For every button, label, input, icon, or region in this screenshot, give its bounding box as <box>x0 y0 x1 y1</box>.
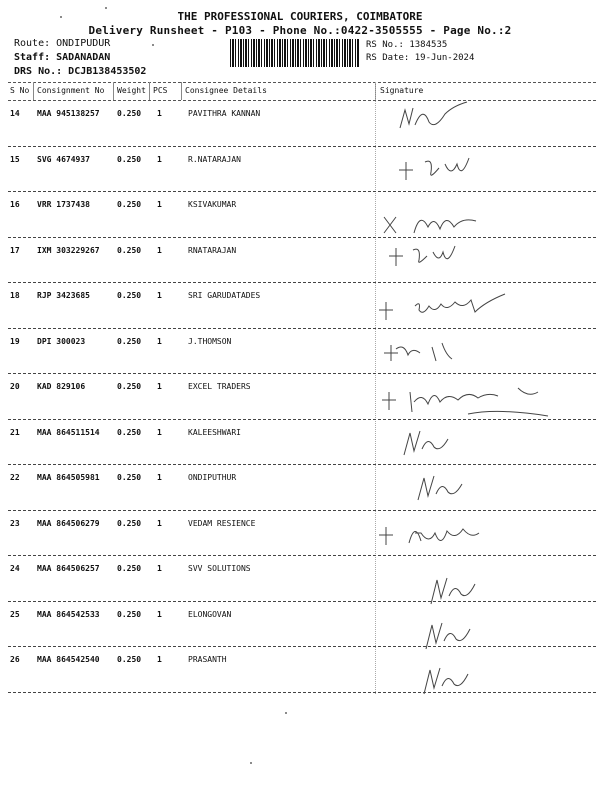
cell-pcs: 1 <box>157 427 162 437</box>
cell-weight: 0.250 <box>117 109 142 118</box>
cell-weight: 0.250 <box>117 336 142 346</box>
cell-sno: 26 <box>10 655 20 664</box>
signature-mark <box>378 378 568 423</box>
signature-mark <box>385 240 485 270</box>
cell-weight: 0.250 <box>117 245 142 255</box>
cell-consignee: VEDAM RESIENCE <box>188 518 256 528</box>
cell-consignee: SRI GARUDATADES <box>188 291 261 300</box>
cell-consignee: RNATARAJAN <box>188 245 237 255</box>
row-divider <box>8 237 596 238</box>
col-divider <box>113 82 114 100</box>
cell-pcs: 1 <box>157 609 162 619</box>
cell-sno: 22 <box>10 473 20 482</box>
row-divider <box>8 646 596 647</box>
cell-consignee: R.NATARAJAN <box>188 154 241 164</box>
cell-weight: 0.250 <box>117 154 142 164</box>
staff-label: Staff: SADANADAN <box>14 52 111 63</box>
row-divider <box>8 692 596 693</box>
cell-pcs: 1 <box>157 200 162 209</box>
signature-mark <box>375 288 515 323</box>
signature-mark <box>380 205 490 240</box>
scan-speck <box>105 7 107 9</box>
cell-consignment: IXM 303229267 <box>37 245 100 255</box>
col-header-pcs: PCS <box>153 86 168 95</box>
cell-consignment: MAA 864511514 <box>37 427 100 437</box>
cell-consignee: ONDIPUTHUR <box>188 473 237 482</box>
cell-consignee: J.THOMSON <box>188 336 232 346</box>
cell-consignment: MAA 945138257 <box>37 109 100 118</box>
cell-weight: 0.250 <box>117 518 142 528</box>
cell-sno: 23 <box>10 518 20 528</box>
cell-pcs: 1 <box>157 564 162 573</box>
cell-sno: 15 <box>10 154 20 164</box>
signature-mark <box>398 425 458 460</box>
cell-weight: 0.250 <box>117 200 142 209</box>
cell-pcs: 1 <box>157 473 162 482</box>
col-header-consignment: Consignment No <box>37 86 105 95</box>
cell-consignee: ELONGOVAN <box>188 609 232 619</box>
cell-pcs: 1 <box>157 336 162 346</box>
cell-weight: 0.250 <box>117 382 142 391</box>
signature-mark <box>395 100 475 135</box>
col-header-consignee: Consignee Details <box>185 86 267 95</box>
cell-consignment: MAA 864542533 <box>37 609 100 619</box>
cell-pcs: 1 <box>157 291 162 300</box>
cell-weight: 0.250 <box>117 473 142 482</box>
table-top-rule <box>8 82 596 83</box>
cell-consignment: MAA 864542540 <box>37 655 100 664</box>
signature-mark <box>375 515 485 555</box>
cell-consignee: SVV SOLUTIONS <box>188 564 251 573</box>
col-header-signature: Signature <box>380 86 424 95</box>
barcode-image <box>230 39 360 67</box>
cell-consignment: MAA 864505981 <box>37 473 100 482</box>
cell-sno: 16 <box>10 200 20 209</box>
row-divider <box>8 373 596 374</box>
signature-column-line <box>375 82 376 694</box>
scan-speck <box>250 762 252 764</box>
rs-date: RS Date: 19-Jun-2024 <box>366 53 475 63</box>
cell-weight: 0.250 <box>117 609 142 619</box>
row-divider <box>8 510 596 511</box>
cell-pcs: 1 <box>157 245 162 255</box>
cell-pcs: 1 <box>157 518 162 528</box>
row-divider <box>8 555 596 556</box>
signature-mark <box>418 660 478 700</box>
cell-consignment: RJP 3423685 <box>37 291 90 300</box>
scan-speck <box>152 44 154 46</box>
drs-number: DRS No.: DCJB138453502 <box>14 66 147 77</box>
cell-consignment: MAA 864506279 <box>37 518 100 528</box>
cell-sno: 21 <box>10 427 20 437</box>
cell-sno: 18 <box>10 291 20 300</box>
route-label: Route: ONDIPUDUR <box>14 38 111 49</box>
row-divider <box>8 601 596 602</box>
cell-consignee: EXCEL TRADERS <box>188 382 251 391</box>
row-divider <box>8 464 596 465</box>
cell-sno: 24 <box>10 564 20 573</box>
cell-pcs: 1 <box>157 109 162 118</box>
cell-sno: 19 <box>10 336 20 346</box>
runsheet-title: Delivery Runsheet - P103 - Phone No.:0422-3505555 - Page No.:2 <box>88 24 512 37</box>
cell-weight: 0.250 <box>117 427 142 437</box>
signature-mark <box>395 150 495 185</box>
row-divider <box>8 191 596 192</box>
signature-mark <box>425 570 485 610</box>
cell-pcs: 1 <box>157 154 162 164</box>
rs-number: RS No.: 1384535 <box>366 40 448 50</box>
cell-consignment: MAA 864506257 <box>37 564 100 573</box>
cell-consignment: VRR 1737438 <box>37 200 90 209</box>
col-divider <box>33 82 34 100</box>
row-divider <box>8 282 596 283</box>
company-title: THE PROFESSIONAL COURIERS, COIMBATORE <box>177 10 423 23</box>
row-divider <box>8 328 596 329</box>
cell-consignee: PAVITHRA KANNAN <box>188 109 261 118</box>
cell-consignee: KSIVAKUMAR <box>188 200 237 209</box>
cell-pcs: 1 <box>157 382 162 391</box>
col-divider <box>181 82 182 100</box>
cell-consignee: KALEESHWARI <box>188 427 241 437</box>
cell-weight: 0.250 <box>117 564 142 573</box>
cell-consignment: KAD 829106 <box>37 382 86 391</box>
signature-mark <box>380 335 470 365</box>
col-header-sno: S No <box>10 86 30 95</box>
cell-weight: 0.250 <box>117 291 142 300</box>
cell-consignee: PRASANTH <box>188 655 227 664</box>
signature-mark <box>420 615 480 655</box>
cell-pcs: 1 <box>157 655 162 664</box>
table-header-rule <box>8 100 596 101</box>
signature-mark <box>412 470 472 505</box>
cell-sno: 17 <box>10 245 20 255</box>
cell-sno: 25 <box>10 609 20 619</box>
cell-consignment: SVG 4674937 <box>37 154 90 164</box>
scan-speck <box>285 712 287 714</box>
cell-weight: 0.250 <box>117 655 142 664</box>
scan-speck <box>60 16 62 18</box>
cell-sno: 14 <box>10 109 20 118</box>
col-header-weight: Weight <box>117 86 146 95</box>
cell-consignment: DPI 300023 <box>37 336 86 346</box>
col-divider <box>149 82 150 100</box>
row-divider <box>8 146 596 147</box>
cell-sno: 20 <box>10 382 20 391</box>
